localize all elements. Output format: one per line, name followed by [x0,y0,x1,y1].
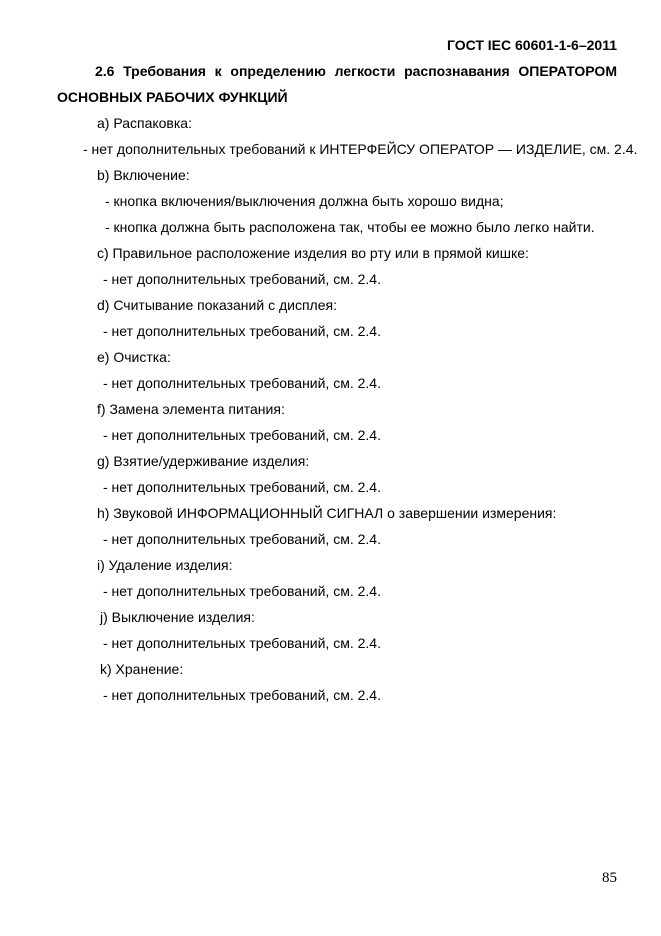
list-subitem: - нет дополнительных требований, см. 2.4. [103,479,381,495]
list-item-g: g) Взятие/удерживание изделия: [97,453,310,469]
document-content [57,32,637,708]
page-number: 85 [602,870,617,886]
list-subitem: - нет дополнительных требований, см. 2.4. [103,687,381,703]
list-item-i: i) Удаление изделия: [97,557,233,573]
list-item-c: c) Правильное расположение изделия во рту или в прямой кишке: [97,245,529,261]
list-subitem: - нет дополнительных требований, см. 2.4. [103,323,381,339]
list-subitem: - нет дополнительных требований к ИНТЕРФЕЙСУ ОПЕРАТОР — ИЗДЕЛИЕ, см. 2.4. [83,141,638,157]
list-subitem: - кнопка включения/выключения должна быть хорошо видна; [105,193,504,209]
section-heading-line1: 2.6 Требования к определению легкости распознавания ОПЕРАТОРОМ [95,63,617,79]
list-subitem: - нет дополнительных требований, см. 2.4. [103,271,381,287]
list-item-f: f) Замена элемента питания: [97,401,285,417]
list-subitem: - нет дополнительных требований, см. 2.4. [103,583,381,599]
section-heading-line2: ОСНОВНЫХ РАБОЧИХ ФУНКЦИЙ [57,89,288,105]
list-subitem: - нет дополнительных требований, см. 2.4. [103,427,381,443]
section-heading [57,58,617,110]
list-item-h: h) Звуковой ИНФОРМАЦИОННЫЙ СИГНАЛ о завершении измерения: [97,505,557,521]
list-subitem: - нет дополнительных требований, см. 2.4. [103,635,381,651]
list-subitem: - нет дополнительных требований, см. 2.4. [103,531,381,547]
document-header: ГОСТ IEC 60601-1-6–2011 [446,37,617,53]
list-item-a: a) Распаковка: [97,115,192,131]
list-subitem: - кнопка должна быть расположена так, чтобы ее можно было легко найти. [105,219,595,235]
list-item-e: e) Очистка: [97,349,171,365]
list-item-j: j) Выключение изделия: [100,609,255,625]
list-subitem: - нет дополнительных требований, см. 2.4. [103,375,381,391]
list-item-b: b) Включение: [97,167,190,183]
list-item-d: d) Считывание показаний с дисплея: [97,297,337,313]
list-item-k: k) Хранение: [100,661,184,677]
